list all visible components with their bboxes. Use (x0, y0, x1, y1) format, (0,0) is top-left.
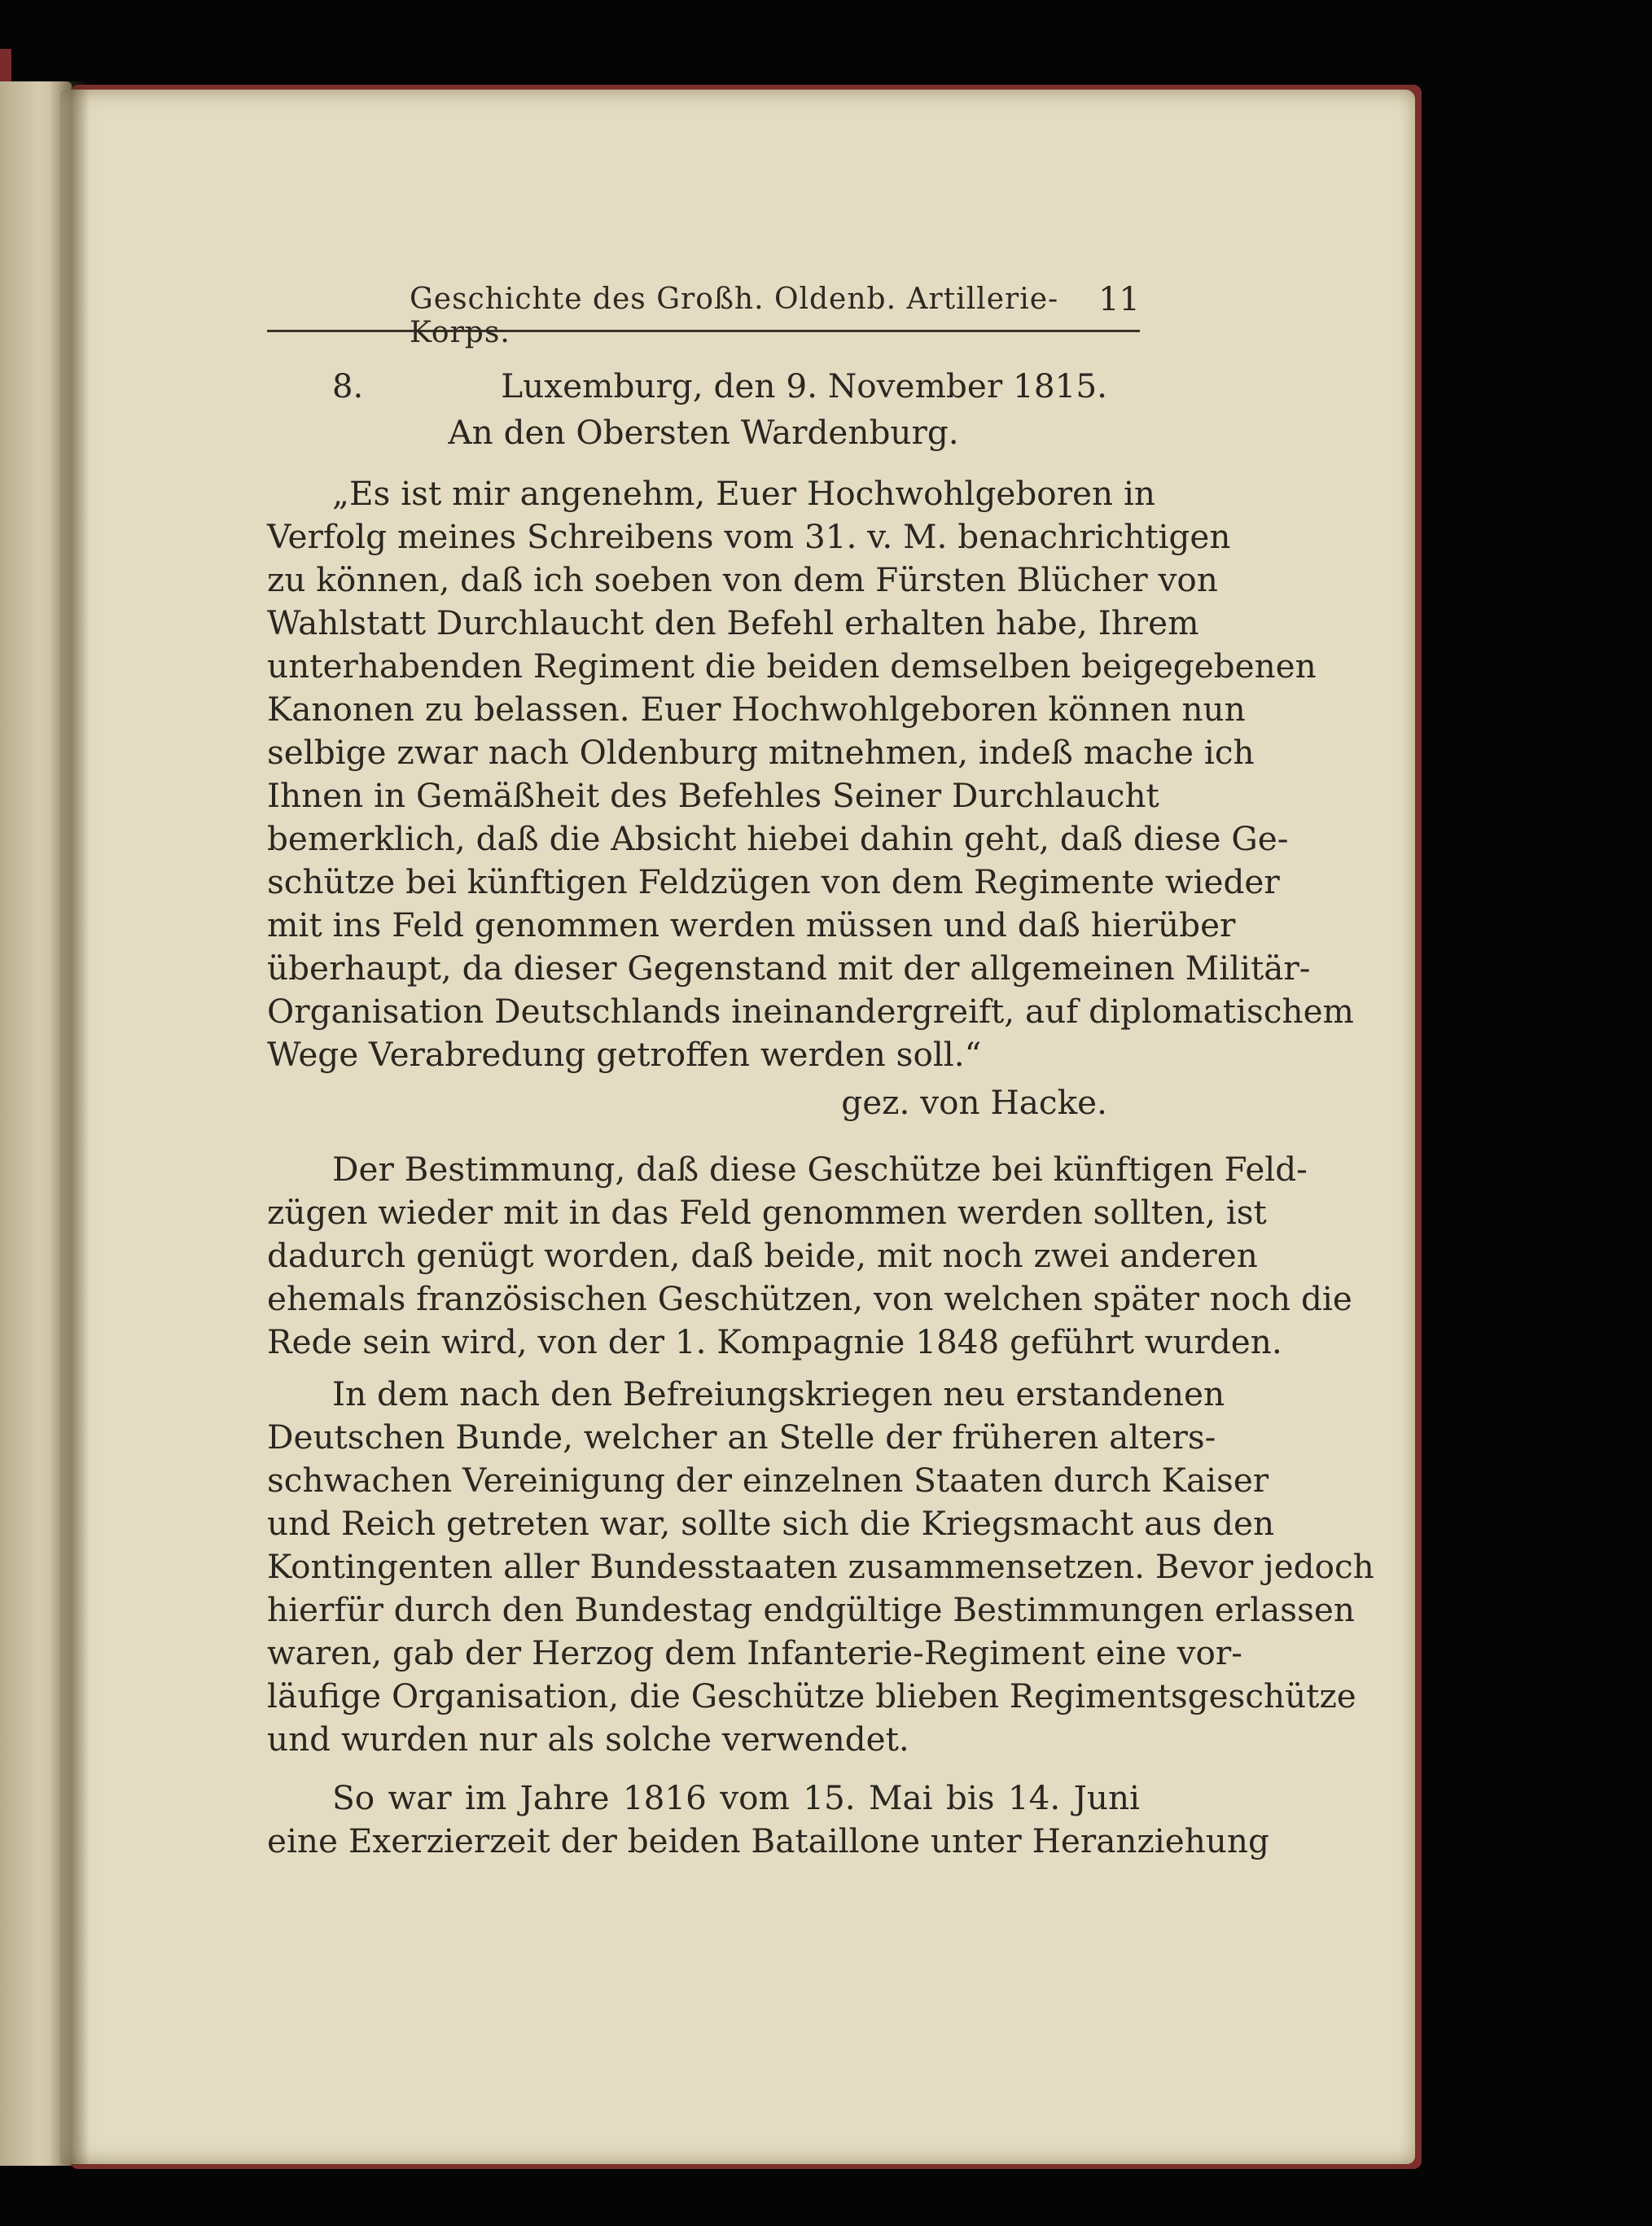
text-line: In dem nach den Befreiungskriegen neu erstandenen (332, 1374, 1225, 1413)
letter-number: 8. (332, 368, 364, 405)
text-line: und wurden nur als solche verwendet. (267, 1720, 909, 1759)
text-line: waren, gab der Herzog dem Infanterie-Regiment eine vor- (267, 1633, 1242, 1672)
page-number: 11 (1098, 281, 1140, 318)
running-title: Geschichte des Großh. Oldenb. Artillerie-Korps. (410, 283, 1059, 349)
text-line: dadurch genügt worden, daß beide, mit noch zwei anderen (267, 1236, 1258, 1275)
text-line: schwachen Vereinigung der einzelnen Staaten durch Kaiser (267, 1461, 1269, 1500)
letter-addressee: An den Obersten Wardenburg. (448, 413, 959, 452)
text-line: Ihnen in Gemäßheit des Befehles Seiner Durchlaucht (267, 776, 1159, 815)
letter-place-date: Luxemburg, den 9. November 1815. (501, 366, 1107, 405)
text-line: schütze bei künftigen Feldzügen von dem Regimente wieder (267, 862, 1280, 901)
text-line: zu können, daß ich soeben von dem Fürsten Blücher von (267, 560, 1218, 599)
text-line: Wahlstatt Durchlaucht den Befehl erhalten habe, Ihrem (267, 603, 1199, 642)
text-line: Wege Verabredung getroffen werden soll.“ (267, 1035, 982, 1074)
text-line: ehemals französischen Geschützen, von welchen später noch die (267, 1279, 1352, 1318)
text-line: Rede sein wird, von der 1. Kompagnie 1848 geführt wurden. (267, 1322, 1282, 1361)
running-head (267, 281, 1140, 349)
text-line: „Es ist mir angenehm, Euer Hochwohlgeboren in (332, 474, 1156, 513)
text-line: So war im Jahre 1816 vom 15. Mai bis 14. Juni (332, 1778, 1140, 1817)
text-line: läufige Organisation, die Geschütze blieben Regimentsgeschütze (267, 1676, 1356, 1716)
text-line: Der Bestimmung, daß diese Geschütze bei künftigen Feld- (332, 1150, 1308, 1189)
text-line: Kontingenten aller Bundesstaaten zusammensetzen. Bevor jedoch (267, 1547, 1374, 1586)
text-line: hierfür durch den Bundestag endgültige Bestimmungen erlassen (267, 1590, 1355, 1629)
text-line: zügen wieder mit in das Feld genommen werden sollten, ist (267, 1193, 1267, 1232)
text-line: und Reich getreten war, sollte sich die Kriegsmacht aus den (267, 1504, 1275, 1543)
letter-signature: gez. von Hacke. (841, 1083, 1107, 1122)
text-line: Verfolg meines Schreibens vom 31. v. M. benachrichtigen (267, 517, 1231, 556)
text-line: selbige zwar nach Oldenburg mitnehmen, indeß mache ich (267, 733, 1255, 772)
text-line: Kanonen zu belassen. Euer Hochwohlgeboren können nun (267, 690, 1246, 729)
text-line: bemerklich, daß die Absicht hiebei dahin geht, daß diese Ge- (267, 819, 1289, 858)
text-line: Deutschen Bunde, welcher an Stelle der früheren alters- (267, 1418, 1216, 1457)
text-line: überhaupt, da dieser Gegenstand mit der allgemeinen Militär- (267, 949, 1311, 988)
spine-shadow (49, 81, 90, 2166)
text-line: eine Exerzierzeit der beiden Bataillone unter Heranziehung (267, 1821, 1269, 1860)
text-line: unterhabenden Regiment die beiden demselben beigegebenen (267, 646, 1317, 686)
text-line: Organisation Deutschlands ineinandergreift, auf diplomatischem (267, 992, 1354, 1031)
text-line: mit ins Feld genommen werden müssen und daß hierüber (267, 905, 1236, 944)
